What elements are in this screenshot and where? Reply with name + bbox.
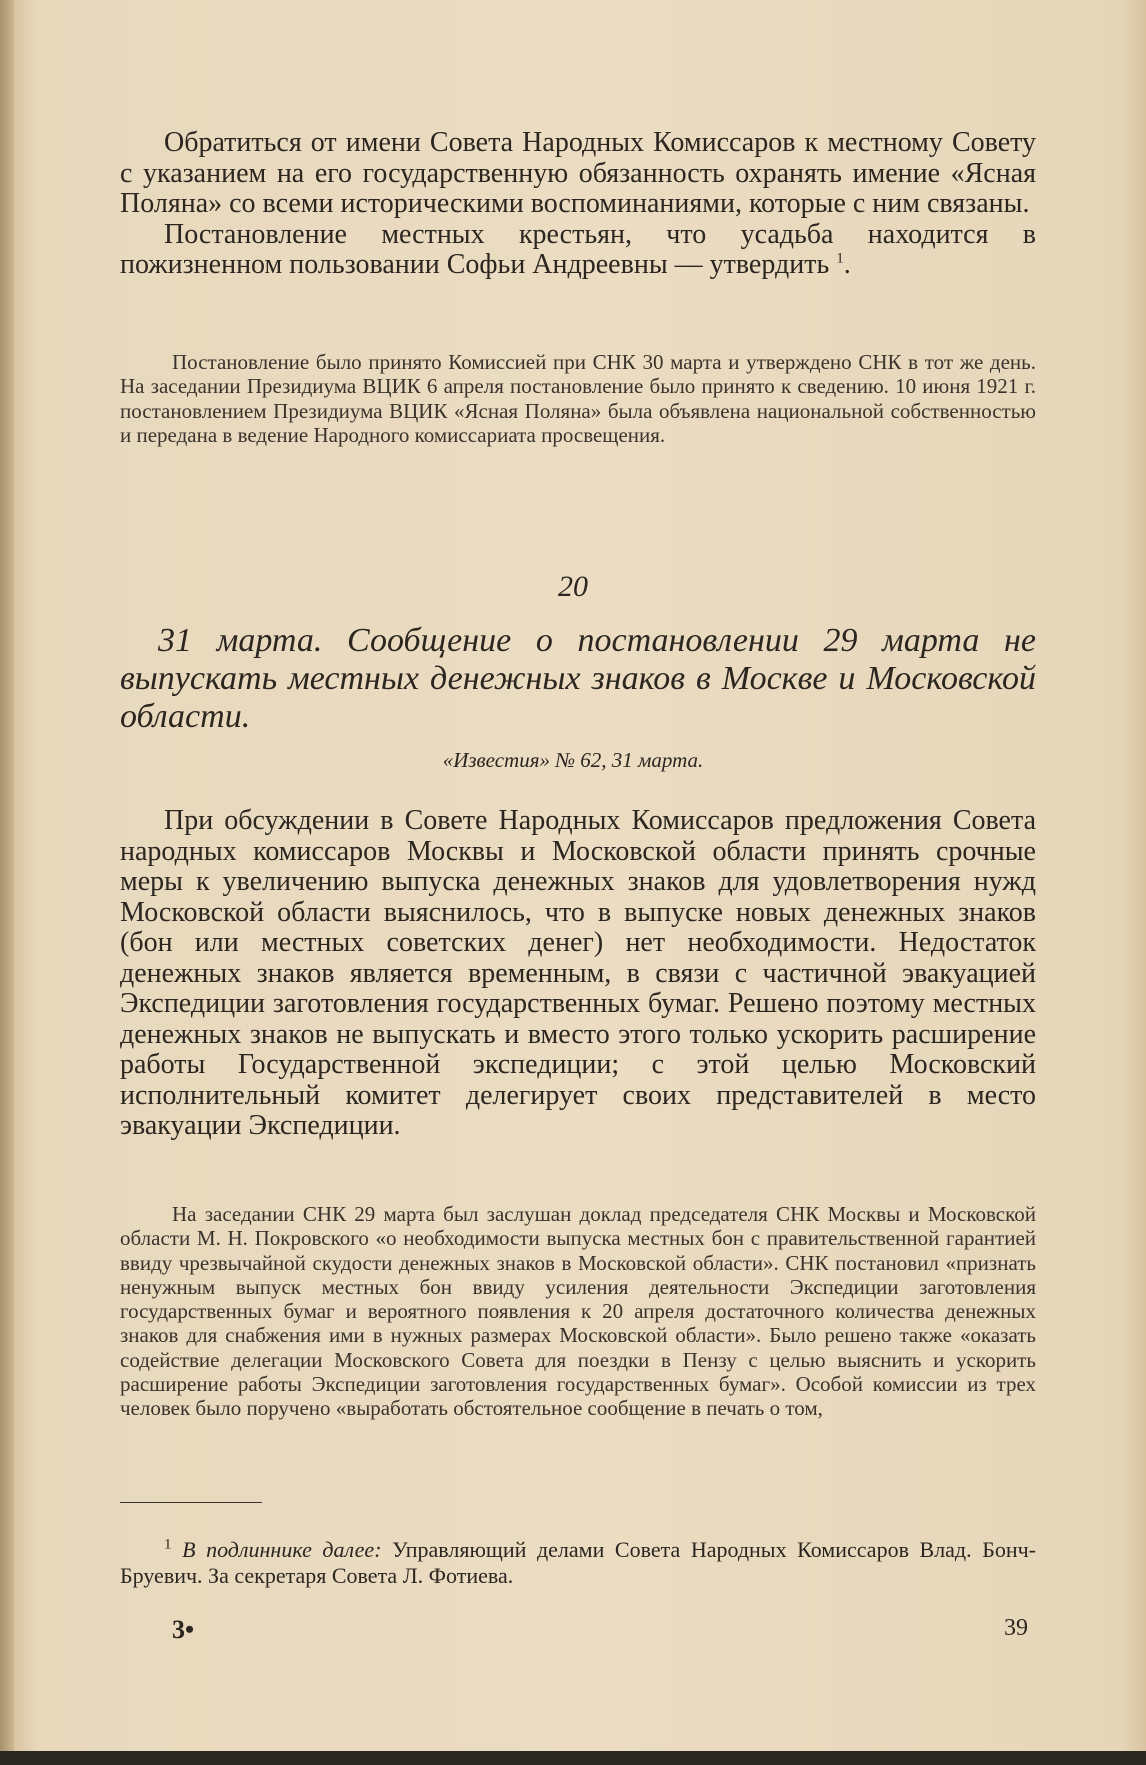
paragraph-yasnaya-polyana: Обратиться от имени Совета Народных Комиссаров к местному Совету с указанием на его государственную обязанность охранять имение «Ясная Поляна» со всеми историческими воспоминаниями, которые с ним связаны. (120, 127, 1036, 219)
footnote-text (120, 1537, 1036, 1589)
page-number: 39 (1004, 1615, 1028, 1641)
editorial-note-main-text: На заседании СНК 29 марта был заслушан доклад председателя СНК Москвы и Московской области М. Н. Покровского «о необходимости выпуска местных бон с правительственной гарантией ввиду чрезвычайной скудости денежных знаков в Московской области». СНК постановил «признать ненужным выпуск местных бон ввиду усиления деятельности Экспедиции заготовления государственных бумаг и вероятного появления к 20 апреля достаточного количества денежных знаков для снабжения ими в нужных размерах Московской области». Было решено также «оказать содействие делегации Московского Совета для поездки в Пензу с целью выяснить и ускорить расширение работы Экспедиции заготовления государственных бумаг». Особой комиссии из трех человек было поручено «выработать обстоятельное сообщение в печать о том, (120, 1202, 1036, 1421)
source-citation: «Известия» № 62, 31 марта. (442, 748, 704, 772)
main-paragraph: При обсуждении в Совете Народных Комиссаров предложения Совета народных комиссаров Москвы и Московской области принять срочные меры к увеличению выпуска денежных знаков для удовлетворения нужд Московской области выяснилось, что в выпуске новых денежных знаков (бон или местных советских денег) нет необходимости. Недостаток денежных знаков является временным, в связи с частичной эвакуацией Экспедиции заготовления государственных бумаг. Решено поэтому местных денежных знаков не выпускать и вместо этого только ускорить расширение работы Государственной экспедиции; с этой целью Московский исполнительный комитет делегирует своих представителей в место эвакуации Экспедиции. (120, 805, 1036, 1141)
paragraph-resolution-text: Постановление местных крестьян, что усадьба находится в пожизненном пользовании Софьи Андреевны — утвердить (120, 218, 1036, 280)
document-heading-block (120, 622, 1036, 736)
period: . (843, 249, 851, 280)
book-spine-shadow (0, 0, 14, 1765)
document-text-main (120, 806, 1036, 1142)
footnote-marker: 1 (164, 1536, 172, 1553)
page-bottom-edge (0, 1751, 1146, 1765)
footnote-divider (120, 1502, 262, 1503)
editorial-note-top-text: Постановление было принято Комиссией при СНК 30 марта и утверждено СНК в тот же день. На заседании Президиума ВЦИК 6 апреля постановление было принято к сведению. 10 июня 1921 г. постановлением Президиума ВЦИК «Ясная Поляна» была объявлена национальной собственностью и передана в ведение Народного комиссариата просвещения. (120, 350, 1036, 447)
footnote-body: Управляющий делами Совета Народных Комиссаров Влад. Бонч-Бруевич. За секретаря Совета Л. Фотиева. (120, 1537, 1036, 1588)
document-text-top (120, 128, 1036, 281)
document-number: 20 (558, 570, 588, 603)
document-heading: 31 марта. Сообщение о постановлении 29 марта не выпускать местных денежных знаков в Москве и Московской области. (120, 622, 1036, 735)
footnote-label: В подлиннике далее: (182, 1537, 382, 1562)
editorial-note-main (120, 1202, 1036, 1421)
footnote-reference: 1 (836, 250, 844, 267)
footnote (120, 1537, 1036, 1589)
editorial-note-top (120, 350, 1036, 447)
printer-signature-mark: 3• (172, 1615, 195, 1644)
paragraph-resolution (120, 220, 1036, 281)
